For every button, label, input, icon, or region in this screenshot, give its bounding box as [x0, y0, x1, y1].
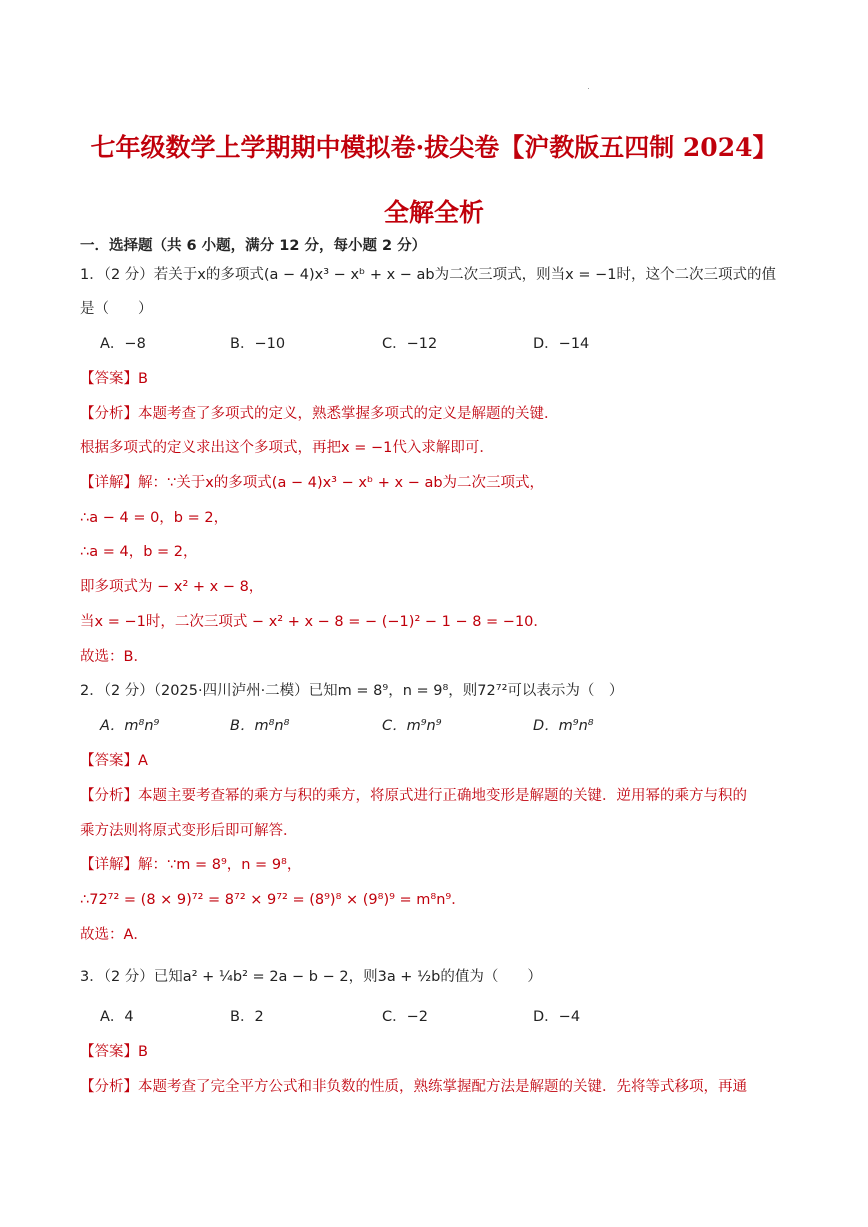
- option-d: D．−14: [533, 336, 590, 352]
- question-1-stem: 1．（2 分）若关于x的多项式(a − 4)x³ − xᵇ + x − ab为二次三项式，则当x = −1时，这个二次三项式的值: [80, 267, 776, 283]
- question-3-analysis-1: 【分析】本题考查了完全平方公式和非负数的性质，熟练掌握配方法是解题的关键．先将等式移项，再通: [80, 1079, 747, 1095]
- question-2-options: [0, 715, 868, 737]
- option-a: A．4: [100, 1009, 134, 1025]
- option-d: D．−4: [533, 1009, 581, 1025]
- question-2-analysis-2: 乘方法则将原式变形后即可解答．: [80, 823, 298, 839]
- question-2-detail-2: ∴72⁷² = (8 × 9)⁷² = 8⁷² × 9⁷² = (8⁹)⁸ × (9⁸)⁹ = m⁸n⁹．: [80, 892, 466, 908]
- question-1-detail-4: 即多项式为 − x² + x − 8，: [80, 579, 264, 595]
- question-3-answer: 【答案】B: [80, 1044, 148, 1060]
- section-heading: 一．选择题（共 6 小题，满分 12 分，每小题 2 分）: [80, 238, 427, 254]
- option-d: D．m⁹n⁸: [533, 718, 594, 734]
- question-1-detail-2: ∴a − 4 = 0，b = 2，: [80, 510, 229, 526]
- scan-dot: [588, 88, 589, 89]
- page-subtitle: 全解全析: [383, 198, 484, 227]
- option-c: C．−12: [382, 336, 438, 352]
- question-1-detail-5: 当x = −1时，二次三项式 − x² + x − 8 = − (−1)² − 1 − 8 = −10．: [80, 614, 548, 630]
- question-2-analysis-1: 【分析】本题主要考查幂的乘方与积的乘方，将原式进行正确地变形是解题的关键．逆用幂的乘方与积的: [80, 788, 747, 804]
- question-1-answer: 【答案】B: [80, 371, 148, 387]
- question-2-detail-1: 【详解】解：∵m = 8⁹，n = 9⁸，: [80, 857, 302, 873]
- question-2-answer: 【答案】A: [80, 753, 148, 769]
- question-1-detail-1: 【详解】解：∵关于x的多项式(a − 4)x³ − xᵇ + x − ab为二次三项式，: [80, 475, 545, 491]
- question-1-stem-cont: 是（ ）: [80, 301, 153, 317]
- option-a: A．m⁸n⁹: [100, 718, 160, 734]
- option-b: B．m⁸n⁸: [230, 718, 290, 734]
- question-1-detail-6: 故选：B．: [80, 649, 148, 665]
- option-a: A．−8: [100, 336, 146, 352]
- option-b: B．−10: [230, 336, 286, 352]
- option-c: C．−2: [382, 1009, 428, 1025]
- question-1-detail-3: ∴a = 4，b = 2，: [80, 544, 198, 560]
- question-3-stem: 3．（2 分）已知a² + ¼b² = 2a − b − 2，则3a + ½b的值为（ ）: [80, 969, 542, 985]
- question-1-analysis-2: 根据多项式的定义求出这个多项式，再把x = −1代入求解即可．: [80, 440, 494, 456]
- page-title: 七年级数学上学期期中模拟卷·拔尖卷【沪教版五四制 2024】: [90, 133, 778, 162]
- question-2-stem: 2．（2 分）（2025·四川泸州·二模）已知m = 8⁹，n = 9⁸，则72⁷²可以表示为（ ）: [80, 683, 624, 699]
- question-2-detail-3: 故选：A．: [80, 927, 148, 943]
- option-b: B．2: [230, 1009, 264, 1025]
- question-1-options: [0, 333, 868, 355]
- option-c: C．m⁹n⁹: [382, 718, 442, 734]
- question-1-analysis-1: 【分析】本题考查了多项式的定义，熟悉掌握多项式的定义是解题的关键．: [80, 406, 559, 422]
- question-3-options: [0, 1006, 868, 1028]
